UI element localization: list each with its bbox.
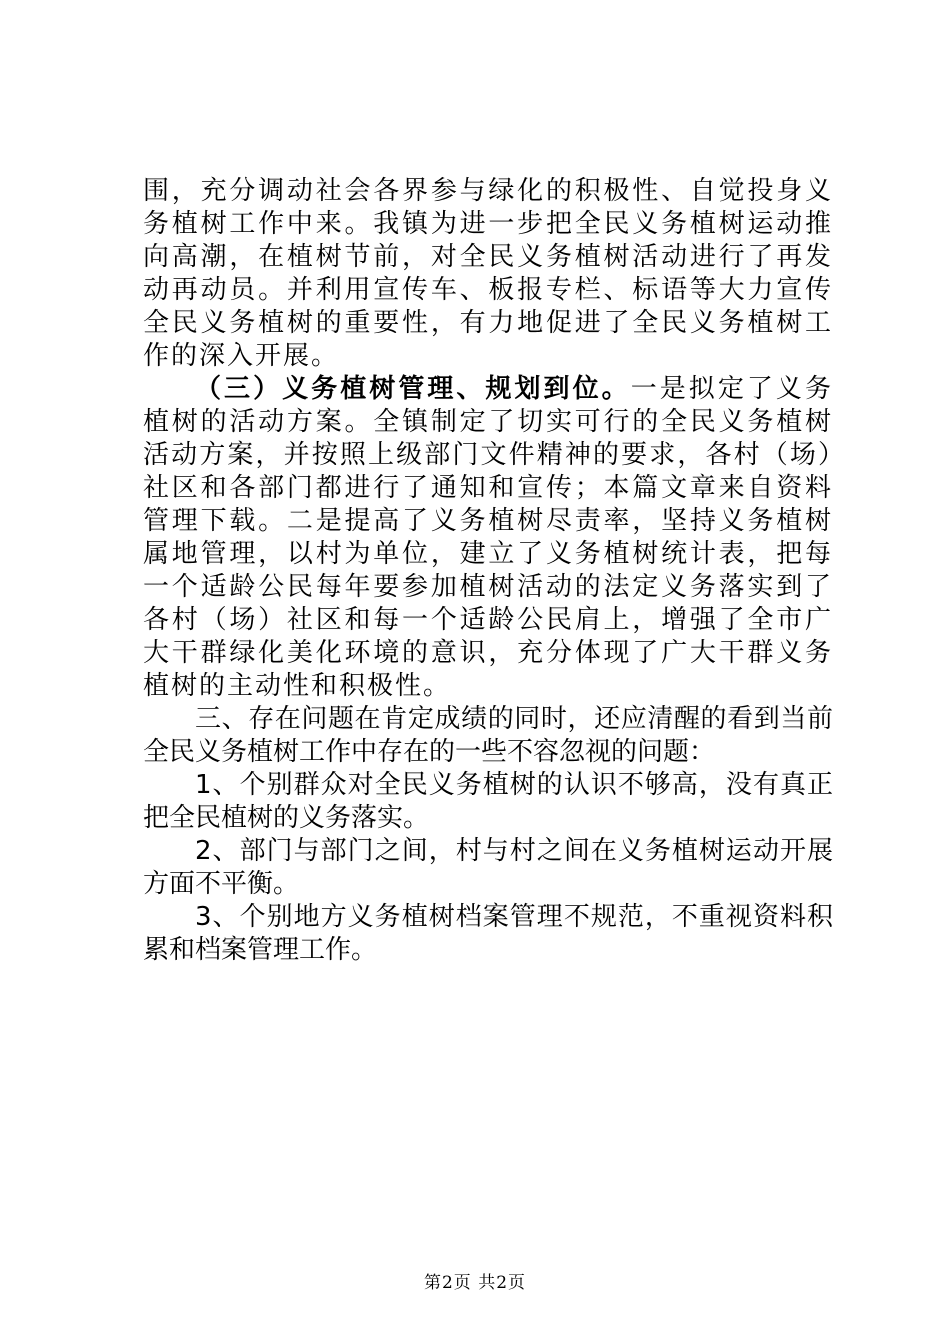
paragraph-text: 1、个别群众对全民义务植树的认识不够高，没有真正把全民植树的义务落实。 [143,770,833,833]
list-item-problem-1 [143,769,833,835]
paragraph-management-planning [143,373,833,703]
document-body [143,175,833,967]
page-number: 第2页 共2页 [423,1273,527,1293]
paragraph-text: 3、个别地方义务植树档案管理不规范，不重视资料积累和档案管理工作。 [143,902,833,965]
paragraph-text: 2、部门与部门之间，村与村之间在义务植树运动开展方面不平衡。 [143,836,833,899]
paragraph-text: 三、存在问题在肯定成绩的同时，还应清醒的看到当前全民义务植树工作中存在的一些不容忽视的问题： [143,704,833,767]
section-heading-three: （三）义务植树管理、规划到位。 [195,374,631,404]
paragraph-greening-publicity [143,175,833,373]
paragraph-text: 围，充分调动社会各界参与绿化的积极性、自觉投身义务植树工作中来。我镇为进一步把全民义务植树运动推向高潮，在植树节前，对全民义务植树活动进行了再发动再动员。并利用宣传车、板报专栏、标语等大力宣传全民义务植树的重要性，有力地促进了全民义务植树工作的深入开展。 [143,176,833,371]
paragraph-existing-problems [143,703,833,769]
page-footer [0,1272,950,1294]
list-item-problem-2 [143,835,833,901]
paragraph-text: 一是拟定了义务植树的活动方案。全镇制定了切实可行的全民义务植树活动方案，并按照上级部门文件精神的要求，各村（场）社区和各部门都进行了通知和宣传；本篇文章来自资料管理下载。二是提高了义务植树尽责率，坚持义务植树属地管理，以村为单位，建立了义务植树统计表，把每一个适龄公民每年要参加植树活动的法定义务落实到了各村（场）社区和每一个适龄公民肩上，增强了全市广大干群绿化美化环境的意识，充分体现了广大干群义务植树的主动性和积极性。 [143,374,833,701]
list-item-problem-3 [143,901,833,967]
